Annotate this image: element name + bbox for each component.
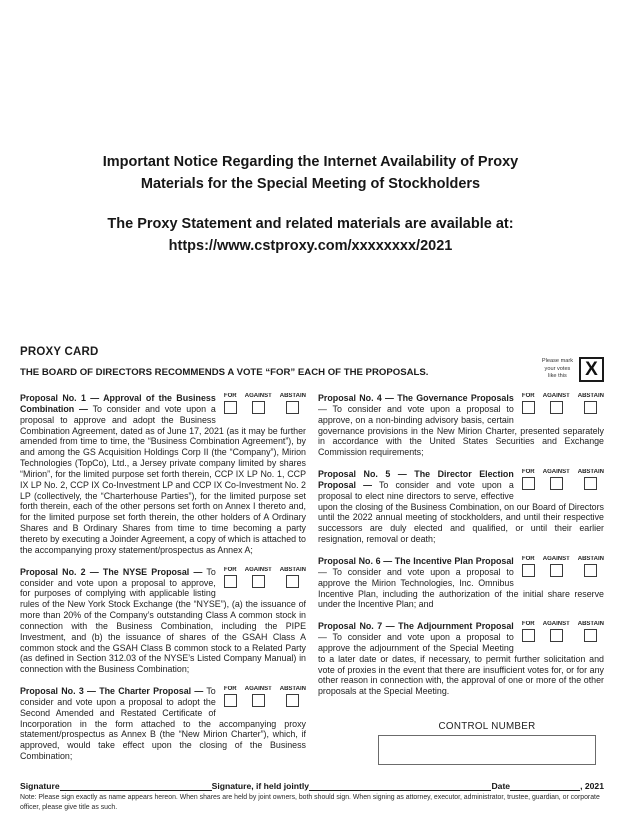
- left-column: [20, 393, 306, 773]
- proposal-2-abstain-option: [280, 567, 306, 588]
- proposal-2-title: Proposal No. 2 — The NYSE Proposal —: [20, 566, 203, 577]
- date-field[interactable]: [510, 782, 580, 791]
- proposal-4-against-option: [543, 393, 570, 414]
- proposal-7-against-checkbox[interactable]: [550, 629, 563, 642]
- proposal-6-title: Proposal No. 6 — The Incentive Plan Proposal: [318, 555, 514, 566]
- proposal-3-against-option: [245, 686, 272, 707]
- proposal-2-vote-group: [224, 567, 306, 588]
- mark-instruction-line1: Please mark: [541, 358, 573, 365]
- proposal-5-abstain-option: [578, 469, 604, 490]
- for-label: FOR: [223, 393, 237, 399]
- proposal-7-title: Proposal No. 7 — The Adjournment Proposal: [318, 621, 514, 632]
- abstain-label: ABSTAIN: [577, 621, 604, 628]
- right-column: [318, 393, 604, 773]
- control-number-label: CONTROL NUMBER: [438, 721, 536, 733]
- proposal-1-abstain-checkbox[interactable]: [286, 401, 299, 414]
- abstain-label: ABSTAIN: [279, 686, 306, 693]
- proposal-5-abstain-checkbox[interactable]: [584, 477, 597, 490]
- notice-title-line1: Important Notice Regarding the Internet Availability of Proxy: [102, 154, 519, 170]
- proposal-2-against-option: [245, 567, 272, 588]
- proposal-5-title: Proposal No. 5 — The Director Election Proposal —: [318, 469, 514, 490]
- against-label: AGAINST: [542, 621, 570, 628]
- proposal-2-body: To consider and vote upon a proposal to approve, for purposes of complying with applicable listing rules of the New York Stock Exchange (the “NYSE”), (a) the issuance of more than 20% of the Company’s outstanding Class A common stock in connection with the Business Combination, including the PIPE Investment, and (b) the issuance of shares of the GSAH Class A common stock and the GSAH Class B common stock to a Related Party (as defined in Section 312.03 of the NYSE’s Listed Company Manual) in connection with the Business Combination;: [20, 566, 306, 675]
- proposal-6-abstain-option: [578, 556, 604, 577]
- proposal-5: [318, 469, 604, 545]
- proposal-6-for-checkbox[interactable]: [522, 564, 535, 577]
- for-label: FOR: [521, 393, 535, 399]
- year-suffix: , 2021: [580, 781, 604, 791]
- proposal-1-for-checkbox[interactable]: [224, 401, 237, 414]
- proposal-1-abstain-option: [280, 393, 306, 414]
- proposal-1-title: Proposal No. 1 — Approval of the Business Combination —: [20, 393, 216, 414]
- proposal-5-against-option: [543, 469, 570, 490]
- signature-section: [20, 781, 604, 813]
- proposal-3-against-checkbox[interactable]: [252, 694, 265, 707]
- proposal-5-for-option: [522, 469, 535, 490]
- proposal-7-for-option: [522, 621, 535, 642]
- mark-votes-group: [542, 357, 604, 382]
- proposal-2-abstain-checkbox[interactable]: [286, 575, 299, 588]
- proposal-2-for-checkbox[interactable]: [224, 575, 237, 588]
- proposal-4-against-checkbox[interactable]: [550, 401, 563, 414]
- mark-instruction: [542, 358, 573, 381]
- proposal-1-against-option: [245, 393, 272, 414]
- availability-url: https://www.cstproxy.com/xxxxxxxx/2021: [168, 238, 453, 254]
- proposal-6-abstain-checkbox[interactable]: [584, 564, 597, 577]
- abstain-label: ABSTAIN: [577, 555, 604, 562]
- proposal-6-for-option: [522, 556, 535, 577]
- proposal-4-abstain-checkbox[interactable]: [584, 401, 597, 414]
- internet-availability-notice: [0, 151, 621, 195]
- proposal-3: [20, 686, 306, 762]
- signature-field[interactable]: [60, 782, 212, 791]
- availability-line1: The Proxy Statement and related materials are available at:: [107, 216, 514, 232]
- proposal-columns: [20, 393, 604, 773]
- proposal-6-against-option: [543, 556, 570, 577]
- against-label: AGAINST: [542, 393, 570, 399]
- proposal-2-for-option: [224, 567, 237, 588]
- against-label: AGAINST: [542, 555, 570, 562]
- mark-instruction-line3: like this: [548, 373, 567, 380]
- proposal-3-body: To consider and vote upon a proposal to adopt the Second Amended and Restated Certificate of Incorporation in the form attached to the accompanying proxy statement/prospectus as Annex B (the “New Mirion Charter”), which, if approved, would take effect upon the closing of the Business Combination;: [20, 686, 306, 762]
- proposal-5-body: To consider and vote upon a proposal to elect nine directors to serve, effective upon the closing of the Business Combination, on our Board of Directors until the 2022 annual meeting of stockholders, and until their respective successors are duly elected and qualified, or until their earlier resignation, removal or death;: [318, 479, 604, 545]
- proposal-3-for-option: [224, 686, 237, 707]
- signature-note: Note: Please sign exactly as name appears hereon. When shares are held by joint owners, both should sign. When signing as attorney, executor, administrator, trustee, guardian, or corporate officer, please give title as such.: [20, 794, 600, 811]
- proposal-7-abstain-checkbox[interactable]: [584, 629, 597, 642]
- signature-label: Signature: [20, 781, 60, 791]
- abstain-label: ABSTAIN: [279, 393, 306, 399]
- abstain-label: ABSTAIN: [279, 566, 306, 573]
- proposal-6: [318, 556, 604, 610]
- materials-availability-notice: [0, 213, 621, 257]
- abstain-label: ABSTAIN: [577, 469, 604, 476]
- proposal-7-against-option: [543, 621, 570, 642]
- proposal-6-vote-group: [522, 556, 604, 577]
- against-label: AGAINST: [542, 469, 570, 476]
- proposal-7-body: — To consider and vote upon a proposal to approve the adjournment of the Special Meeting to a later date or dates, if necessary, to permit further solicitation and vote of proxies in the event that there are insufficient votes for, or for any other reason in connection with, the approval of one or more of the other proposals at the Special Meeting.: [318, 632, 604, 697]
- proposal-6-body: — To consider and vote upon a proposal to approve the Mirion Technologies, Inc. Omnibus Incentive Plan, including the authorization of the initial share reserve under the Incentive Plan; and: [318, 566, 604, 610]
- proposal-3-abstain-option: [280, 686, 306, 707]
- control-number-block: [378, 721, 596, 765]
- proposal-7-for-checkbox[interactable]: [522, 629, 535, 642]
- proposal-4-abstain-option: [578, 393, 604, 414]
- proposal-4-body: — To consider and vote upon a proposal to approve, on a non-binding advisory basis, certain governance provisions in the New Mirion Charter, presented separately in accordance with the United States Securities and Exchange Commission requirements;: [318, 403, 604, 458]
- proposal-1: [20, 393, 306, 556]
- for-label: FOR: [521, 469, 535, 476]
- proposal-4-for-option: [522, 393, 535, 414]
- mark-instruction-line2: your votes: [544, 365, 571, 372]
- proxy-card-section: [20, 346, 604, 773]
- proposal-4-vote-group: [522, 393, 604, 414]
- proposal-4-for-checkbox[interactable]: [522, 401, 535, 414]
- proposal-2-against-checkbox[interactable]: [252, 575, 265, 588]
- proposal-4-title: Proposal No. 4 — The Governance Proposals: [318, 393, 514, 403]
- board-recommendation: THE BOARD OF DIRECTORS RECOMMENDS A VOTE “FOR” EACH OF THE PROPOSALS.: [20, 367, 429, 378]
- proxy-card-title: PROXY CARD: [20, 346, 99, 358]
- proposal-7: [318, 621, 604, 697]
- proposal-3-abstain-checkbox[interactable]: [286, 694, 299, 707]
- for-label: FOR: [521, 555, 535, 562]
- proposal-1-against-checkbox[interactable]: [252, 401, 265, 414]
- proposal-5-for-checkbox[interactable]: [522, 477, 535, 490]
- joint-signature-label: Signature, if held jointly: [211, 781, 310, 791]
- for-label: FOR: [223, 566, 237, 573]
- proposal-3-for-checkbox[interactable]: [224, 694, 237, 707]
- proposal-2: [20, 567, 306, 675]
- proposal-1-for-option: [224, 393, 237, 414]
- against-label: AGAINST: [244, 566, 272, 573]
- notice-title-line2: Materials for the Special Meeting of Stockholders: [140, 176, 481, 192]
- mark-sample-box: X: [579, 357, 604, 382]
- joint-signature-field[interactable]: [309, 782, 491, 791]
- signature-row: [20, 781, 604, 791]
- proposal-4: [318, 393, 604, 458]
- proposal-5-vote-group: [522, 469, 604, 490]
- proposal-5-against-checkbox[interactable]: [550, 477, 563, 490]
- proposal-6-against-checkbox[interactable]: [550, 564, 563, 577]
- recommendation-row: [20, 358, 604, 382]
- against-label: AGAINST: [244, 393, 272, 399]
- date-label: Date: [491, 781, 511, 791]
- proposal-1-text: [20, 393, 306, 556]
- abstain-label: ABSTAIN: [577, 393, 604, 399]
- proposal-3-vote-group: [224, 686, 306, 707]
- control-number-field[interactable]: [378, 735, 596, 765]
- for-label: FOR: [223, 686, 237, 693]
- proposal-7-abstain-option: [578, 621, 604, 642]
- proposal-7-vote-group: [522, 621, 604, 642]
- proposal-3-title: Proposal No. 3 — The Charter Proposal —: [20, 686, 204, 697]
- proposal-1-vote-group: [224, 393, 306, 414]
- proposal-1-body: To consider and vote upon a proposal to approve and adopt the Business Combination Agreement, dated as of June 17, 2021 (as it may be further amended from time to time, the “Business Combination Agreement”), by and among the GS Acquisition Holdings Corp II (the “Company”), Mirion Technologies (TopCo), Ltd., a Jersey private company limited by shares “Mirion”, for the limited purpose set forth therein, CCP IX LP No. 1, CCP IX LP No. 2, CCP IX Co-Investment LP and CCP IX Co-Investment No. 2 LP (collectively, the “Charterhouse Parties”), for the limited purpose set forth therein, each of the other persons set forth on Annex I thereto and, for the limited purpose set forth therein, the other holders of A Ordinary Shares and B Ordinary Shares from time to time becoming a party thereto by executing a Joinder Agreement, a copy of which is attached to the accompanying proxy statement/prospectus as Annex A;: [20, 403, 306, 555]
- for-label: FOR: [521, 621, 535, 628]
- against-label: AGAINST: [244, 686, 272, 693]
